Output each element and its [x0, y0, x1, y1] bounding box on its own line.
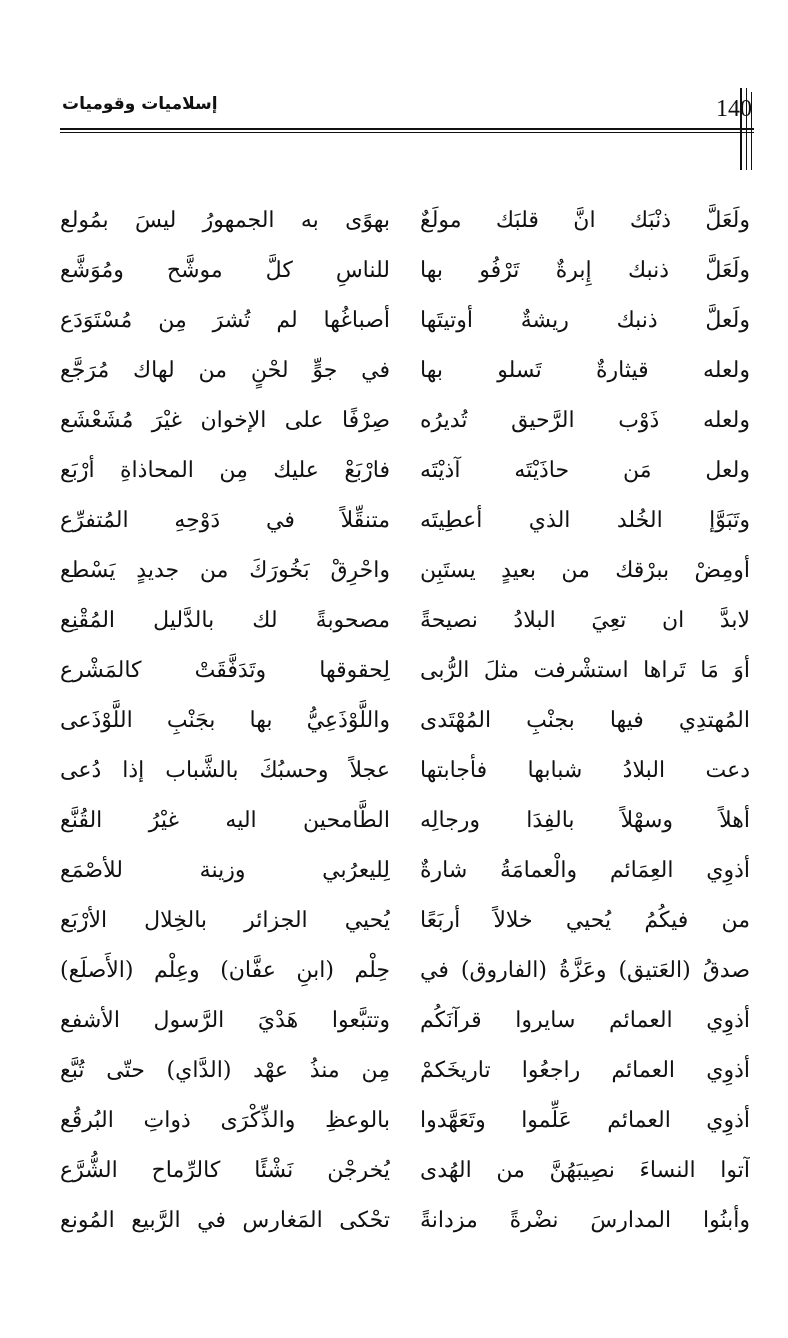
verse-row: [60, 996, 750, 1046]
verse-row: [60, 446, 750, 496]
verse-first-half: صدقُ (العَتيق) وعَزَّةُ (الفاروق) في: [420, 958, 750, 983]
verse-first-half: أذوِي العِمَائم والْعمامَةُ شارةٌ: [420, 858, 750, 883]
verse-second-half: للناسِ كلَّ موشَّح ومُوَشَّع: [60, 258, 390, 283]
verse-first-half: أذوِي العمائم سايروا قرآنَكُم: [420, 1008, 750, 1033]
verse-row: [60, 396, 750, 446]
verse-row: [60, 1146, 750, 1196]
verse-row: [60, 546, 750, 596]
verse-second-half: فارْبَعْ عليك مِن المحاذاةِ أرْبَع: [60, 458, 390, 483]
verse-first-half: لابدَّ ان تعِيَ البلادُ نصيحةً: [420, 608, 750, 633]
verse-row: [60, 1096, 750, 1146]
verse-row: [60, 646, 750, 696]
page-number: 140: [716, 96, 752, 122]
verse-first-half: المُهتدِي فيها بجنْبِ المُهْتَدى: [420, 708, 750, 733]
verse-row: [60, 346, 750, 396]
header-vertical-rule: [751, 92, 752, 170]
verse-first-half: ولعل مَن حاذَيْتَه آذيْتَه: [420, 458, 750, 483]
verse-row: [60, 596, 750, 646]
verse-second-half: يُحيي الجزائر بالخِلال الأرْبَع: [60, 908, 390, 933]
verse-second-half: مصحوبةً لك بالدَّليل المُقْنِع: [60, 608, 390, 633]
verse-second-half: بهوًى به الجمهورُ ليسَ بمُولع: [60, 208, 390, 233]
verse-first-half: أذوِي العمائم عَلِّموا وتَعَهَّدوا: [420, 1108, 750, 1133]
verse-second-half: يُخرجْن نَشْئًا كالرِّماح الشُّرَّع: [60, 1158, 390, 1183]
verse-second-half: لِليعرُبي وزينة للأصْمَع: [60, 858, 390, 883]
verse-first-half: وأبنُوا المدارسَ نضْرةً مزدانةً: [420, 1208, 750, 1233]
verse-second-half: وتتبَّعوا هَدْيَ الرَّسول الأشفع: [60, 1008, 390, 1033]
verse-second-half: مِن منذُ عهْد (الدَّاي) حتّى تُبَّع: [60, 1058, 390, 1083]
verse-first-half: دعت البلادُ شبابها فأجابتها: [420, 758, 750, 783]
verse-row: [60, 196, 750, 246]
verse-row: [60, 496, 750, 546]
verse-second-half: تحْكى المَغارس في الرَّبيع المُونع: [60, 1208, 390, 1233]
poem-body: [60, 196, 750, 1246]
verse-second-half: أصباغُها لم تُشرَ مِن مُسْتَوَدَع: [60, 308, 390, 333]
verse-first-half: ولَعَلَّ ذنْبَك انَّ قلبَك مولَعٌ: [420, 208, 750, 233]
verse-first-half: أومِضْ ببرْقك من بعيدٍ يستَبِن: [420, 558, 750, 583]
verse-first-half: ولَعلَّ ذنبك ريشةٌ أوتيتَها: [420, 308, 750, 333]
verse-second-half: بالوعظِ والذِّكْرَى ذواتِ البُرقُع: [60, 1108, 390, 1133]
verse-row: [60, 846, 750, 896]
verse-second-half: واللَّوْذَعِيُّ بها بجَنْبِ اللَّوْذَعى: [60, 708, 390, 733]
verse-row: [60, 246, 750, 296]
running-title: إسلاميات وقوميات: [62, 94, 218, 114]
header-rule-thin: [60, 132, 754, 133]
header-rule: [60, 128, 754, 130]
verse-row: [60, 896, 750, 946]
verse-row: [60, 746, 750, 796]
verse-second-half: لِحقوقها وتَدَفَّقَتْ كالمَشْرع: [60, 658, 390, 683]
verse-row: [60, 296, 750, 346]
verse-first-half: أذوِي العمائم راجعُوا تاريخَكمْ: [420, 1058, 750, 1083]
verse-second-half: الطَّامحين اليه غيْرُ القُنَّع: [60, 808, 390, 833]
verse-second-half: حِلْم (ابنِ عفَّان) وعِلْم (الأَصلَع): [60, 958, 390, 983]
verse-row: [60, 1046, 750, 1096]
verse-first-half: ولعله ذَوْب الرَّحيق تُديرُه: [420, 408, 750, 433]
verse-row: [60, 1196, 750, 1246]
verse-first-half: أهلاً وسهْلاً بالفِدَا ورجالِه: [420, 808, 750, 833]
verse-second-half: عجلاً وحسبُكَ بالشَّباب إذا دُعى: [60, 758, 390, 783]
page-header: [40, 88, 760, 132]
verse-second-half: واحْرِقْ بَخُورَكَ من جديدٍ يَسْطع: [60, 558, 390, 583]
header-vertical-rule: [740, 88, 742, 170]
verse-first-half: ولَعَلَّ ذنبك إِبرةٌ تَرْفُو بها: [420, 258, 750, 283]
header-vertical-rule: [746, 88, 747, 170]
verse-first-half: ولعله قيثارةٌ تَسلو بها: [420, 358, 750, 383]
verse-row: [60, 696, 750, 746]
verse-row: [60, 946, 750, 996]
verse-second-half: صِرْفًا على الإخوان غيْرَ مُشَعْشَع: [60, 408, 390, 433]
verse-row: [60, 796, 750, 846]
verse-first-half: أوَ مَا تَراها استشْرفت مثلَ الرُّبى: [420, 658, 750, 683]
verse-first-half: آتوا النساءَ نصِيبَهُنَّ من الهُدى: [420, 1158, 750, 1183]
verse-first-half: وتَبَوَّإ الخُلد الذي أعطِيتَه: [420, 508, 750, 533]
verse-second-half: متنقِّلاً في دَوْحِهِ المُتفرِّع: [60, 508, 390, 533]
verse-first-half: من فيكُمُ يُحيي خلالاً أربَعًا: [420, 908, 750, 933]
verse-second-half: في جوٍّ لحْنٍ من لهاك مُرَجَّع: [60, 358, 390, 383]
